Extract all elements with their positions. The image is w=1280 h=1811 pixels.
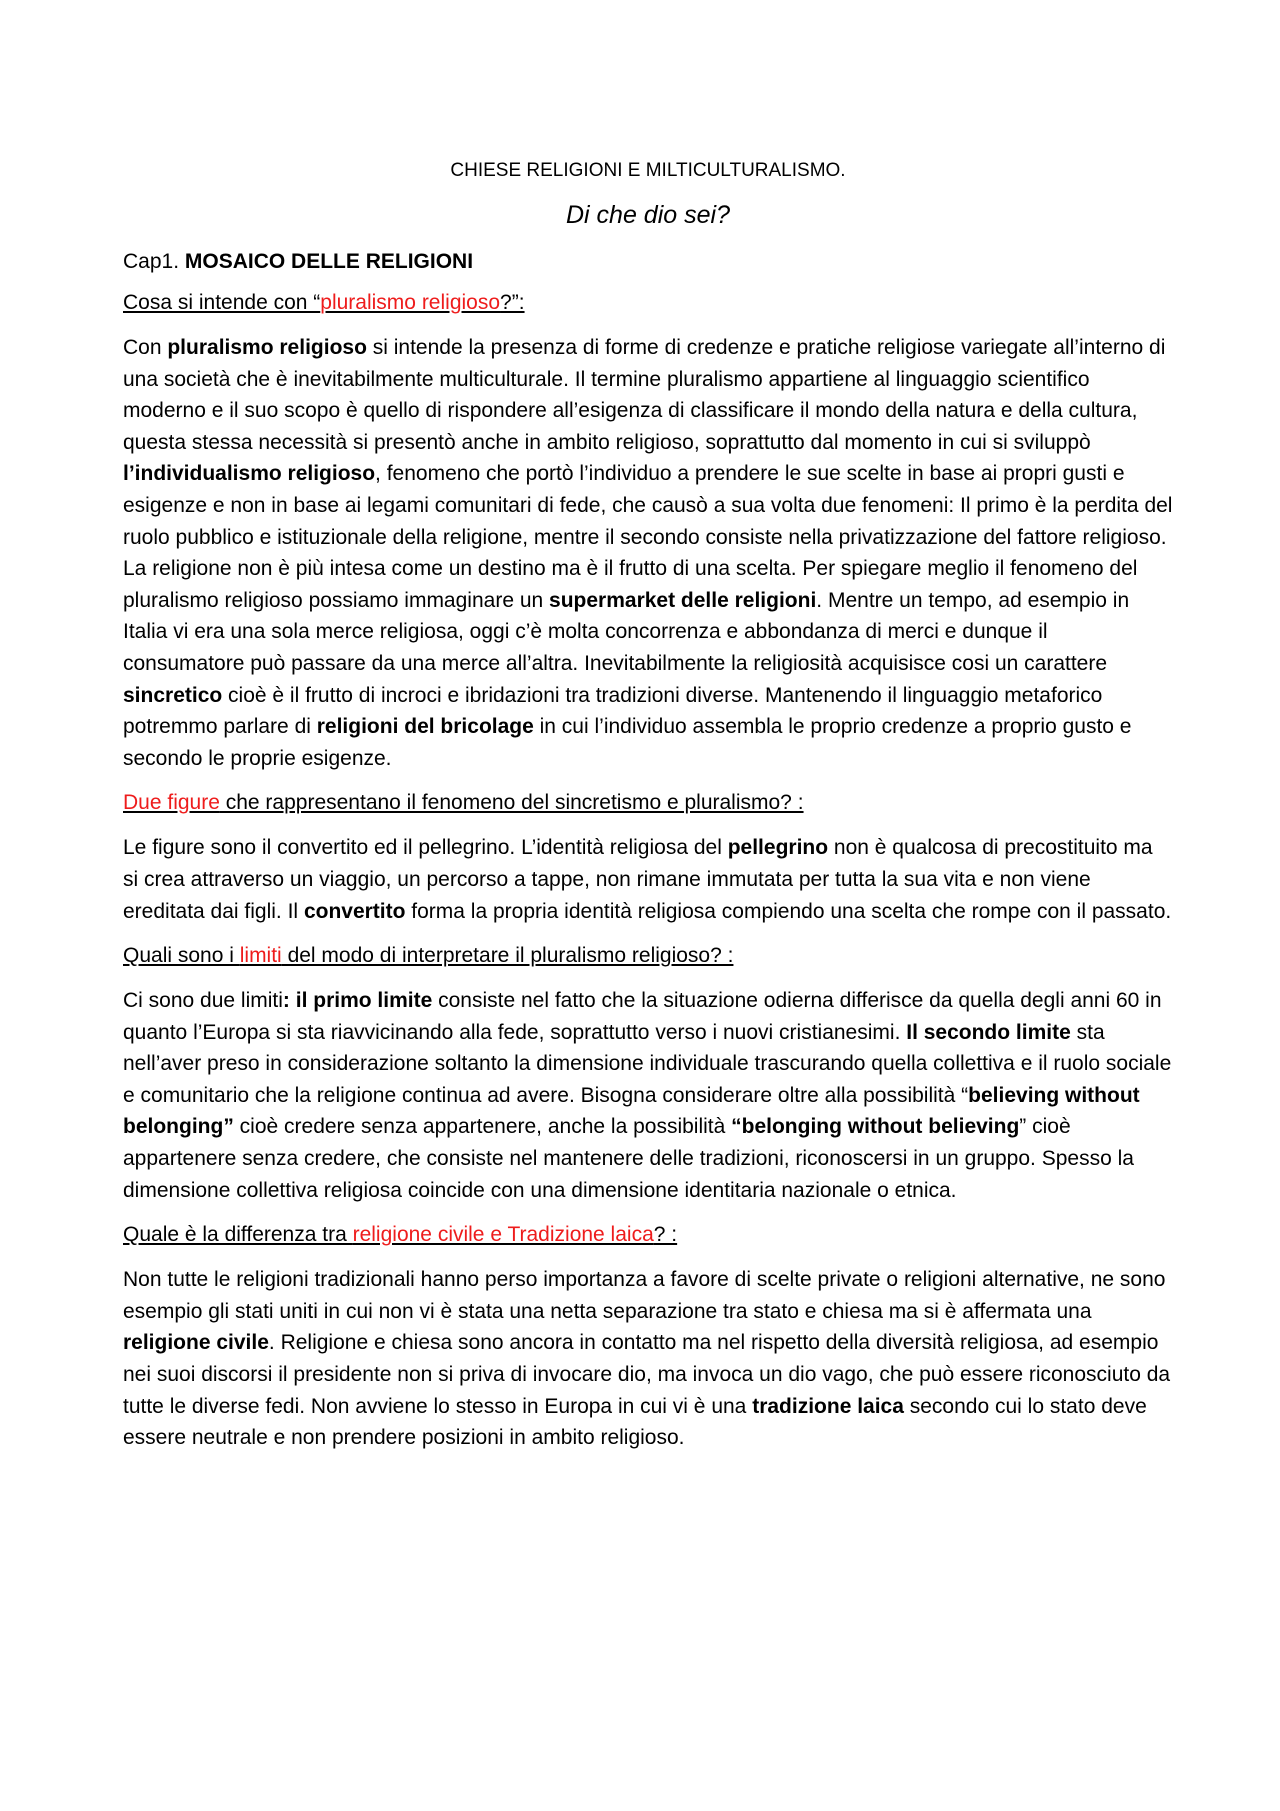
bold-term: l’individualismo religioso	[123, 462, 376, 486]
paragraph-text: sta nell’aver preso in considerazione soltanto la dimensione individuale trascurando quella collettiva e il ruolo sociale e comunitario che la religione continua ad avere. Bisogna considerare oltre alla possibilità “	[123, 1020, 1172, 1107]
question-highlight: Due figure	[123, 791, 220, 815]
paragraph-text: Le figure sono il convertito ed il pellegrino. L’identità religiosa del	[123, 836, 728, 860]
bold-term: religioni del bricolage	[316, 715, 534, 739]
section-paragraph-1	[123, 332, 1173, 774]
chapter-heading	[123, 248, 1173, 276]
bold-term: convertito	[303, 899, 406, 923]
paragraph-text: non è qualcosa di precostituito ma si crea attraverso un viaggio, un percorso a tappe, non rimane immutata per tutta la sua vita e non viene ereditata dai figli. Il	[123, 836, 1153, 923]
question-after: ? :	[653, 1223, 678, 1247]
question-after: che rappresentano il fenomeno del sincretismo e pluralismo? :	[219, 791, 804, 815]
paragraph-text: Ci sono due limiti	[123, 989, 283, 1013]
section-paragraph-3	[123, 985, 1173, 1206]
paragraph-text: , fenomeno che portò l’individuo a prendere le sue scelte in base ai propri gusti e esigenze e non in base ai legami comunitari di fede, che causò a sua volta due fenomeni: Il primo è la perdita del ruolo pubblico e istituzionale della religione, mentre il secondo consiste nella privatizzazione del fattore religioso. La religione non è più intesa come un destino ma è il frutto di una scelta. Per spiegare meglio il fenomeno del pluralismo religioso possiamo immaginare un	[123, 462, 1173, 612]
section-paragraph-4	[123, 1264, 1173, 1454]
paragraph-text: si intende la presenza di forme di credenze e pratiche religiose variegate all’interno di una società che è inevitabilmente multiculturale. Il termine pluralismo appartiene al linguaggio scientifico moderno e il suo scopo è quello di rispondere all’esigenza di classificare il mondo della natura e della cultura, questa stessa necessità si presentò anche in ambito religioso, soprattutto dal momento in cui si sviluppò	[123, 336, 1166, 454]
question-highlight: limiti	[239, 944, 282, 968]
question-after: del modo di interpretare il pluralismo religioso? :	[281, 944, 734, 968]
paragraph-text: in cui l’individuo assembla le proprio credenze a proprio gusto e secondo le proprie esigenze.	[123, 715, 1132, 770]
paragraph-text: forma la propria identità religiosa compiendo una scelta che rompe con il passato.	[405, 899, 1172, 923]
question-before: Quali sono i	[123, 944, 240, 968]
bold-term: : il primo limite	[282, 989, 433, 1013]
bold-term: tradizione laica	[752, 1394, 904, 1418]
paragraph-text: . Religione e chiesa sono ancora in contatto ma nel rispetto della diversità religiosa, ad esempio nei suoi discorsi il presidente non si priva di invocare dio, ma invoca un dio vago, che può essere riconosciuto da tutte le diverse fedi. Non avviene lo stesso in Europa in cui vi è una	[123, 1331, 1171, 1418]
bold-term: believing without belonging”	[123, 1083, 1140, 1139]
bold-term: pluralismo religioso	[167, 336, 367, 359]
paragraph-text: secondo cui lo stato deve essere neutrale e non prendere posizioni in ambito religioso.	[123, 1394, 1147, 1450]
sections-container	[123, 288, 1173, 1454]
document-title: CHIESE RELIGIONI E MILTICULTURALISMO.	[450, 160, 846, 181]
section-question-2	[123, 788, 1173, 818]
question-highlight: pluralismo religioso	[320, 291, 501, 314]
bold-term: pellegrino	[727, 836, 829, 860]
section-question-1	[123, 288, 1173, 318]
chapter-prefix: Cap1.	[123, 250, 185, 273]
document-subtitle: Di che dio sei?	[566, 201, 730, 229]
paragraph-text: Con	[123, 336, 168, 359]
paragraph-text: ” cioè appartenere senza credere, che consiste nel mantenere delle tradizioni, riconoscersi in un gruppo. Spesso la dimensione collettiva religiosa coincide con una dimensione identitaria nazionale o etnica.	[123, 1115, 1134, 1202]
chapter-name: MOSAICO DELLE RELIGIONI	[184, 250, 474, 273]
bold-term: “belonging without believing	[731, 1115, 1020, 1139]
question-before: Quale è la differenza tra	[123, 1223, 353, 1247]
bold-term: religione civile	[123, 1331, 269, 1355]
section-question-3	[123, 941, 1173, 971]
section-question-4	[123, 1220, 1173, 1250]
section-paragraph-2	[123, 832, 1173, 927]
question-before: Cosa si intende con “	[123, 291, 321, 314]
bold-term: sincretico	[123, 683, 223, 707]
document-page	[123, 150, 1173, 1468]
paragraph-text: Non tutte le religioni tradizionali hanno perso importanza a favore di scelte private o religioni alternative, ne sono esempio gli stati uniti in cui non vi è stata una netta separazione tra stato e chiesa ma si è affermata una	[123, 1268, 1166, 1323]
paragraph-text: cioè è il frutto di incroci e ibridazioni tra tradizioni diverse. Mantenendo il linguaggio metaforico potremmo parlare di	[123, 683, 1103, 739]
bold-term: supermarket delle religioni	[549, 588, 817, 612]
question-highlight: religione civile e Tradizione laica	[352, 1223, 654, 1247]
paragraph-text: consiste nel fatto che la situazione odierna differisce da quella degli anni 60 in quanto l’Europa si sta riavvicinando alla fede, soprattutto verso i nuovi cristianesimi.	[123, 989, 1162, 1044]
paragraph-text: cioè credere senza appartenere, anche la possibilità	[233, 1115, 732, 1139]
question-after: ?”:	[500, 291, 525, 314]
bold-term: Il secondo limite	[906, 1020, 1071, 1044]
paragraph-text: . Mentre un tempo, ad esempio in Italia vi era una sola merce religiosa, oggi c’è molta concorrenza e abbondanza di merci e dunque il consumatore può passare da una merce all’altra. Inevitabilmente la religiosità acquisisce cosi un carattere	[123, 588, 1130, 675]
